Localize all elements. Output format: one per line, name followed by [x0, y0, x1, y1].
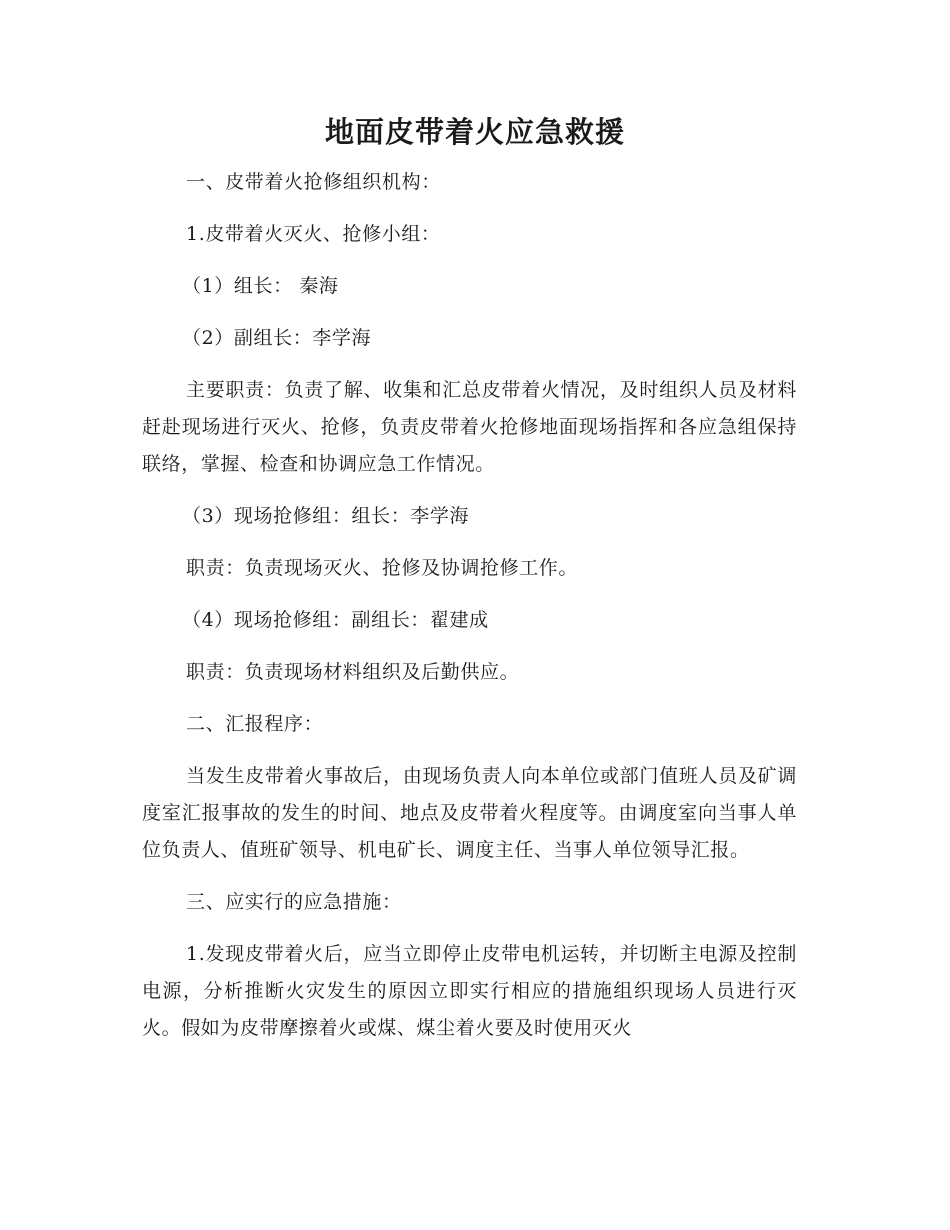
document-title: 地面皮带着火应急救援: [324, 115, 625, 149]
deputy-leader-line: （2）副组长：李学海: [182, 327, 372, 349]
subsection-heading-team: 1.皮带着火灭火、抢修小组：: [186, 223, 441, 245]
section-heading-measures: 三、应实行的应急措施：: [186, 891, 402, 913]
onsite-repair-deputy-line: （4）现场抢修组：副组长：翟建成: [182, 609, 489, 631]
team-leader-line: （1）组长： 秦海: [182, 275, 339, 297]
document-body: [142, 164, 797, 1047]
section-heading-organization: 一、皮带着火抢修组织机构：: [186, 171, 441, 193]
main-duties-paragraph: 主要职责：负责了解、收集和汇总皮带着火情况，及时组织人员及材料赶赴现场进行灭火、抢修，负责皮带着火抢修地面现场指挥和各应急组保持联络，掌握、检查和协调应急工作情况。: [142, 379, 797, 475]
measure-1-paragraph: 1.发现皮带着火后，应当立即停止皮带电机运转，并切断主电源及控制电源，分析推断火灾发生的原因立即实行相应的措施组织现场人员进行灭火。假如为皮带摩擦着火或煤、煤尘着火要及时使用灭火: [142, 943, 797, 1039]
onsite-repair-leader-line: （3）现场抢修组：组长：李学海: [182, 505, 470, 527]
logistics-duties: 职责：负责现场材料组织及后勤供应。: [186, 661, 520, 683]
reporting-procedure-paragraph: 当发生皮带着火事故后，由现场负责人向本单位或部门值班人员及矿调度室汇报事故的发生的时间、地点及皮带着火程度等。由调度室向当事人单位负责人、值班矿领导、机电矿长、调度主任、当事人单位领导汇报。: [142, 765, 797, 861]
onsite-repair-duties: 职责：负责现场灭火、抢修及协调抢修工作。: [186, 557, 579, 579]
section-heading-reporting: 二、汇报程序：: [186, 713, 324, 735]
